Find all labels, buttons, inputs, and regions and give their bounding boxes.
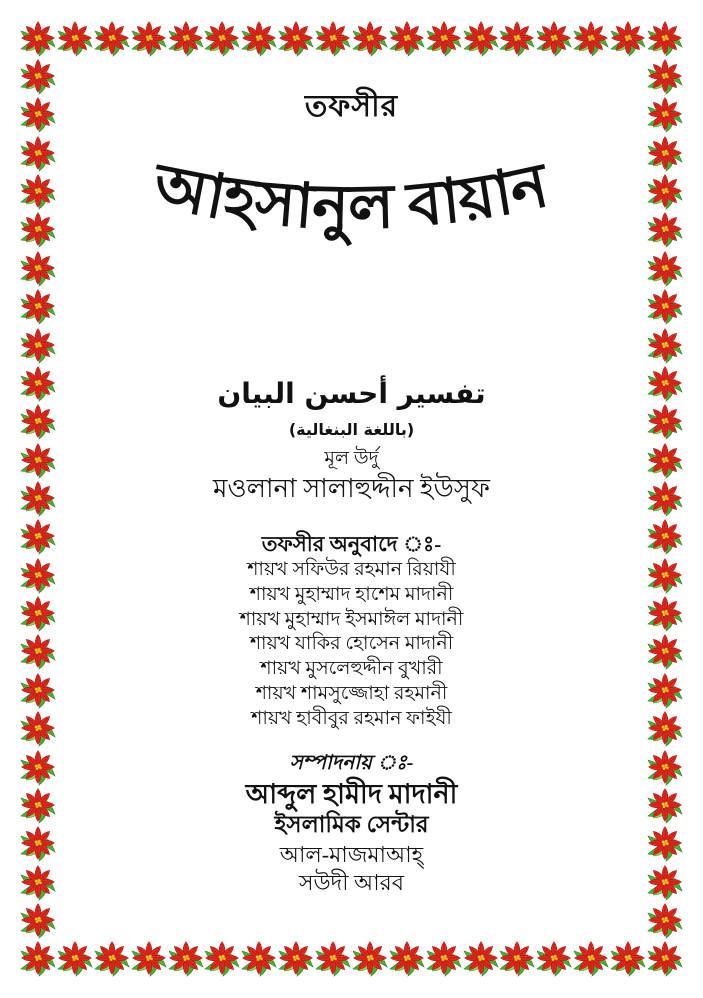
poinsettia-flower-icon [424,938,464,978]
poinsettia-flower-icon [645,516,685,556]
poinsettia-flower-icon [645,56,685,96]
poinsettia-flower-icon [424,18,464,58]
poinsettia-flower-icon [350,938,390,978]
poinsettia-flower-icon [18,862,58,902]
editor-name: আব্দুল হামীদ মাদানী [245,779,458,809]
arabic-title: تفسير أحسن البيان [217,377,486,410]
poinsettia-flower-icon [645,823,685,863]
poinsettia-flower-icon [645,401,685,441]
poinsettia-flower-icon [18,325,58,365]
poinsettia-flower-icon [18,440,58,480]
poinsettia-flower-icon [239,18,279,58]
poinsettia-flower-icon [18,900,58,940]
poinsettia-flower-icon [55,938,95,978]
poinsettia-flower-icon [276,18,316,58]
translator-name: শায়খ যাকির হোসেন মাদানী [249,633,454,655]
poinsettia-flower-icon [18,286,58,326]
poinsettia-flower-icon [92,18,132,58]
poinsettia-flower-icon [645,555,685,595]
poinsettia-flower-icon [534,18,574,58]
poinsettia-flower-icon [18,938,58,978]
poinsettia-flower-icon [645,133,685,173]
poinsettia-flower-icon [645,94,685,134]
poinsettia-flower-icon [18,56,58,96]
original-author: মওলানা সালাহুদ্দীন ইউসুফ [213,474,490,503]
poinsettia-flower-icon [18,785,58,825]
translator-name: শায়খ মুহাম্মাদ ইসমাঈল মাদানী [239,608,464,630]
poinsettia-flower-icon [571,938,611,978]
poinsettia-flower-icon [645,440,685,480]
poinsettia-flower-icon [313,938,353,978]
poinsettia-flower-icon [645,363,685,403]
poinsettia-flower-icon [645,938,685,978]
poinsettia-flower-icon [497,938,537,978]
poinsettia-flower-icon [313,18,353,58]
poinsettia-flower-icon [18,209,58,249]
poinsettia-flower-icon [461,18,501,58]
poinsettia-flower-icon [645,900,685,940]
poinsettia-flower-icon [239,938,279,978]
publisher-name: ইসলামিক সেন্টার [274,812,429,837]
publisher-city: আল-মাজমাআহ্ [279,842,424,867]
poinsettia-flower-icon [129,18,169,58]
poinsettia-flower-icon [534,938,574,978]
poinsettia-flower-icon [387,938,427,978]
poinsettia-flower-icon [202,18,242,58]
poinsettia-flower-icon [645,785,685,825]
arabic-subtitle: (باللغة البنغالية) [288,420,415,439]
kicker-tafsir: তফসীর [304,90,399,123]
poinsettia-flower-icon [645,670,685,710]
main-title-arc [71,148,631,278]
poinsettia-flower-icon [18,401,58,441]
poinsettia-flower-icon [608,938,648,978]
poinsettia-flower-icon [645,862,685,902]
poinsettia-flower-icon [645,631,685,671]
poinsettia-flower-icon [350,18,390,58]
publisher-country: সউদী আরব [298,870,405,895]
poinsettia-flower-icon [18,747,58,787]
poinsettia-flower-icon [571,18,611,58]
poinsettia-flower-icon [18,555,58,595]
poinsettia-flower-icon [18,133,58,173]
poinsettia-flower-icon [645,478,685,518]
poinsettia-flower-icon [166,938,206,978]
poinsettia-flower-icon [645,708,685,748]
poinsettia-flower-icon [645,18,685,58]
poinsettia-flower-icon [166,18,206,58]
poinsettia-flower-icon [18,593,58,633]
translators-heading: তফসীর অনুবাদে ঃ- [261,532,442,556]
poinsettia-flower-icon [645,171,685,211]
poinsettia-flower-icon [18,248,58,288]
poinsettia-flower-icon [18,18,58,58]
translator-name: শায়খ সফিউর রহমান রিয়াযী [247,559,456,580]
poinsettia-flower-icon [202,938,242,978]
poinsettia-flower-icon [387,18,427,58]
poinsettia-flower-icon [18,708,58,748]
translator-name: শায়খ হাবীবুর রহমান ফাইযী [251,707,452,729]
svg-text:আহসানুল বায়ান [146,151,556,247]
poinsettia-flower-icon [645,286,685,326]
poinsettia-flower-icon [55,18,95,58]
main-title: আহসানুল বায়ান [148,151,555,243]
poinsettia-flower-icon [645,747,685,787]
poinsettia-flower-icon [276,938,316,978]
poinsettia-flower-icon [18,631,58,671]
original-language-label: মূল উর্দু [324,448,379,469]
poinsettia-flower-icon [645,325,685,365]
poinsettia-flower-icon [18,363,58,403]
poinsettia-flower-icon [645,209,685,249]
poinsettia-flower-icon [18,171,58,211]
poinsettia-flower-icon [129,938,169,978]
translator-name: শায়খ মুহাম্মাদ হাশেম মাদানী [249,583,454,605]
poinsettia-flower-icon [608,18,648,58]
translators-list [60,558,643,732]
editor-heading: সম্পাদনায় ঃ- [289,752,414,774]
poinsettia-flower-icon [92,938,132,978]
poinsettia-flower-icon [18,823,58,863]
poinsettia-flower-icon [645,593,685,633]
poinsettia-flower-icon [497,18,537,58]
poinsettia-flower-icon [18,516,58,556]
poinsettia-flower-icon [18,94,58,134]
translator-name: শায়খ শামসুজ্জোহা রহমানী [255,682,448,704]
translator-name: শায়খ মুসলেহুদ্দীন বুখারী [260,658,443,680]
poinsettia-flower-icon [645,248,685,288]
poinsettia-flower-icon [18,478,58,518]
poinsettia-flower-icon [18,670,58,710]
poinsettia-flower-icon [461,938,501,978]
